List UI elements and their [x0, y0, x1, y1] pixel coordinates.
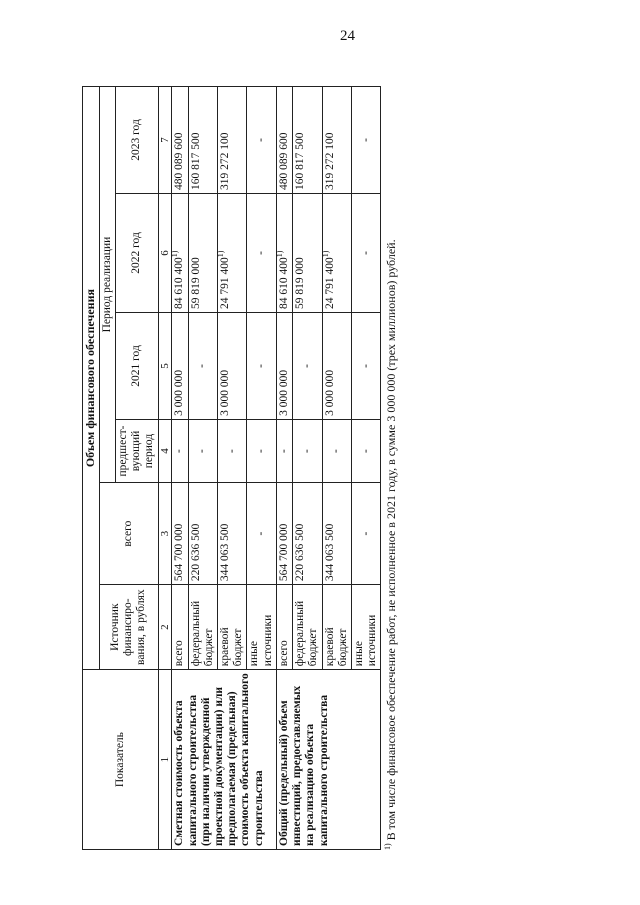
footnote-ref: 1) [320, 250, 330, 258]
y2022-value: 24 791 400 [323, 257, 336, 310]
source-cell: всего [276, 585, 292, 670]
page-number: 24 [340, 28, 355, 44]
source-cell: иные источники [247, 585, 276, 670]
prior-cell: - [351, 419, 380, 482]
y2023-cell: 160 817 500 [293, 87, 322, 194]
footnote [384, 86, 399, 850]
column-number: 5 [158, 313, 172, 420]
y2022-value: - [359, 251, 372, 255]
y2023-cell: 480 089 600 [172, 87, 188, 194]
source-cell: краевой бюджет [322, 585, 351, 670]
column-number-row [158, 87, 172, 850]
y2022-cell [172, 193, 188, 312]
y2022-value: 59 819 000 [294, 257, 307, 310]
y2022-value: 59 819 000 [189, 257, 202, 310]
y2022-cell [322, 193, 351, 312]
source-cell: федеральный бюджет [293, 585, 322, 670]
rotated-document [82, 86, 477, 850]
y2023-cell: 319 272 100 [217, 87, 246, 194]
footnote-ref: 1) [170, 250, 180, 258]
y2022-cell [276, 193, 292, 312]
footnote-ref: 1) [216, 250, 226, 258]
total-cell: 220 636 500 [188, 483, 217, 585]
column-number: 3 [158, 483, 172, 585]
y2022-value: - [255, 251, 268, 255]
y2021-cell: - [351, 313, 380, 420]
total-cell: 564 700 000 [172, 483, 188, 585]
header-implementation-period: Период реализации [99, 87, 115, 483]
header-funding-volume: Объем финансового обеспечения [83, 87, 100, 670]
column-number: 2 [158, 585, 172, 670]
source-cell: федеральный бюджет [188, 585, 217, 670]
indicator-total-investment: Общий (предельный) объем инвестиций, предоставляемых на реализацию объекта капитального строительства [276, 670, 381, 850]
column-number: 7 [158, 87, 172, 194]
y2022-cell [188, 193, 217, 312]
y2023-cell: 319 272 100 [322, 87, 351, 194]
prior-cell: - [217, 419, 246, 482]
prior-cell: - [172, 419, 188, 482]
total-cell: 344 063 500 [322, 483, 351, 585]
total-cell: 564 700 000 [276, 483, 292, 585]
source-cell: всего [172, 585, 188, 670]
y2021-cell: - [188, 313, 217, 420]
y2021-cell: - [247, 313, 276, 420]
financing-table [82, 86, 381, 850]
header-source: Источник финансиро-вания, в рублях [99, 585, 158, 670]
table-row [276, 87, 292, 850]
y2022-value: 84 610 400 [173, 257, 186, 310]
column-number: 1 [158, 670, 172, 850]
source-cell: краевой бюджет [217, 585, 246, 670]
y2022-cell [217, 193, 246, 312]
indicator-estimated-cost: Сметная стоимость объекта капитального строительства (при наличии утвержденной проектной документации) или предполагаемая (предельная) стоимость объекта капитального строительства [172, 670, 277, 850]
total-cell: 344 063 500 [217, 483, 246, 585]
table-row [172, 87, 188, 850]
prior-cell: - [276, 419, 292, 482]
y2023-cell: - [247, 87, 276, 194]
header-total: всего [99, 483, 158, 585]
footnote-text: В том числе финансовое обеспечение работ, не исполненное в 2021 году, в сумме 3 000 000 (трех миллионов) рублей. [384, 239, 399, 844]
y2023-cell: - [351, 87, 380, 194]
header-prior-period: предшест-вующий период [116, 419, 159, 482]
y2023-cell: 160 817 500 [188, 87, 217, 194]
prior-cell: - [188, 419, 217, 482]
prior-cell: - [322, 419, 351, 482]
y2021-cell: 3 000 000 [276, 313, 292, 420]
y2022-value: 84 610 400 [277, 257, 290, 310]
y2021-cell: 3 000 000 [172, 313, 188, 420]
y2021-cell: 3 000 000 [322, 313, 351, 420]
y2023-cell: 480 089 600 [276, 87, 292, 194]
prior-cell: - [293, 419, 322, 482]
header-year-2022: 2022 год [116, 193, 159, 312]
column-number: 4 [158, 419, 172, 482]
total-cell: - [351, 483, 380, 585]
y2022-cell [293, 193, 322, 312]
y2021-cell: - [293, 313, 322, 420]
total-cell: - [247, 483, 276, 585]
y2021-cell: 3 000 000 [217, 313, 246, 420]
prior-cell: - [247, 419, 276, 482]
total-cell: 220 636 500 [293, 483, 322, 585]
y2022-cell [351, 193, 380, 312]
y2022-value: 24 791 400 [218, 257, 231, 310]
column-number: 6 [158, 193, 172, 312]
footnote-ref: 1) [275, 250, 285, 258]
header-indicator: Показатель [83, 670, 159, 850]
header-year-2023: 2023 год [116, 87, 159, 194]
header-year-2021: 2021 год [116, 313, 159, 420]
y2022-cell [247, 193, 276, 312]
source-cell: иные источники [351, 585, 380, 670]
footnote-marker: 1) [383, 843, 393, 850]
